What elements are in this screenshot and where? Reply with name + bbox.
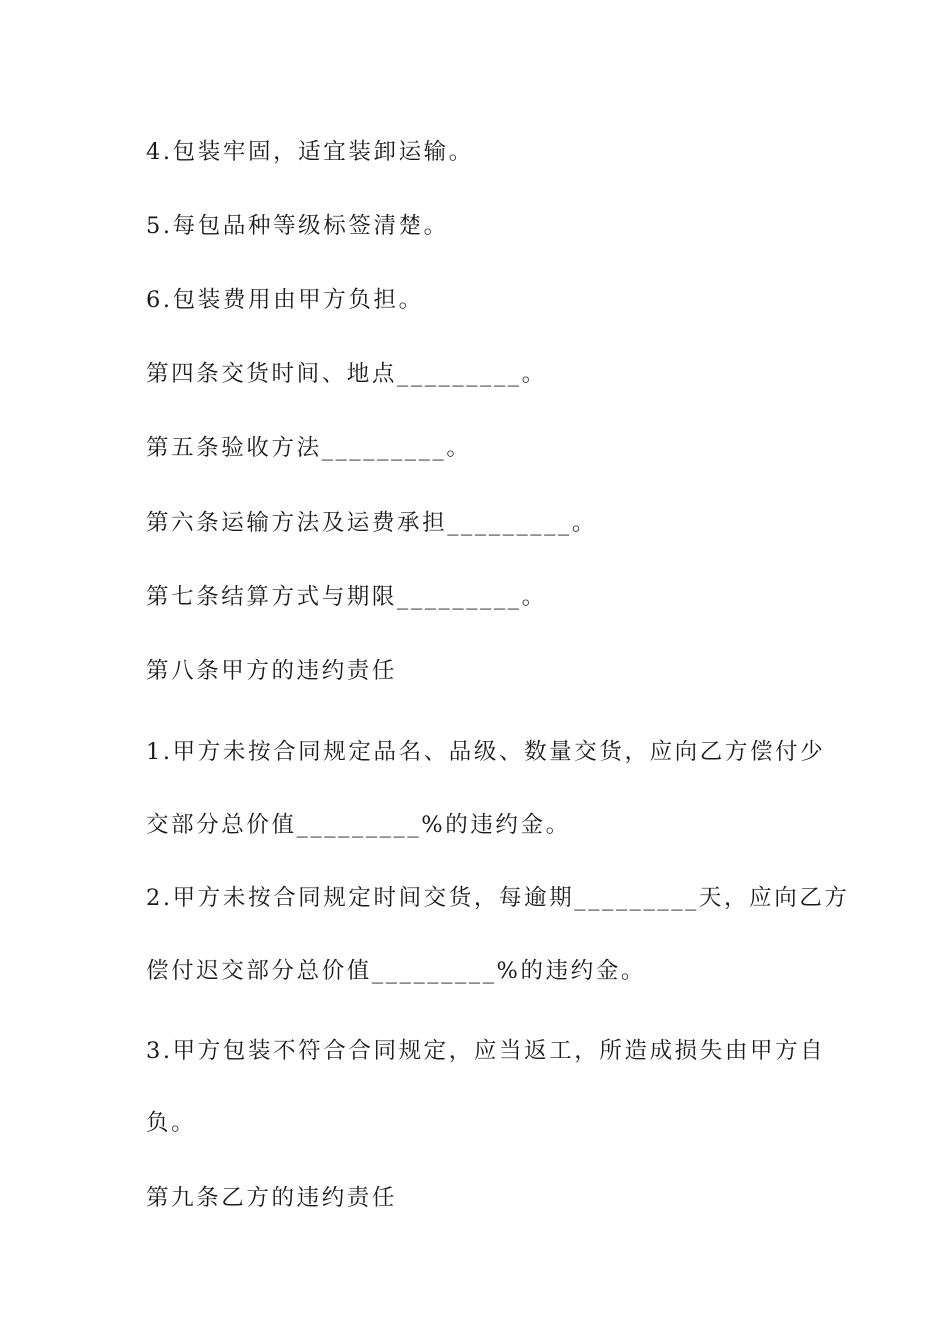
article-8-item-2-line-1: 2.甲方未按合同规定时间交货，每逾期_________天，应向乙方: [146, 885, 850, 911]
article-8-item-1-line-2: 交部分总价值_________%的违约金。: [146, 812, 571, 838]
clause-packaging-sturdy: 4.包装牢固，适宜装卸运输。: [146, 139, 474, 165]
article-5-inspection: 第五条验收方法_________。: [146, 435, 472, 461]
article-8-heading: 第八条甲方的违约责任: [146, 658, 398, 684]
article-9-heading: 第九条乙方的违约责任: [146, 1185, 398, 1211]
clause-packaging-labels: 5.每包品种等级标签清楚。: [146, 213, 449, 239]
article-8-item-3-line-2: 负。: [146, 1110, 197, 1136]
article-8-item-1-line-1: 1.甲方未按合同规定品名、品级、数量交货，应向乙方偿付少: [146, 739, 826, 765]
clause-packaging-cost: 6.包装费用由甲方负担。: [146, 287, 424, 313]
article-7-settlement: 第七条结算方式与期限_________。: [146, 584, 547, 610]
article-4-delivery: 第四条交货时间、地点_________。: [146, 361, 547, 387]
article-6-transport: 第六条运输方法及运费承担_________。: [146, 510, 597, 536]
article-8-item-3-line-1: 3.甲方包装不符合合同规定，应当返工，所造成损失由甲方自: [146, 1038, 826, 1064]
article-8-item-2-line-2: 偿付迟交部分总价值_________%的违约金。: [146, 958, 647, 984]
